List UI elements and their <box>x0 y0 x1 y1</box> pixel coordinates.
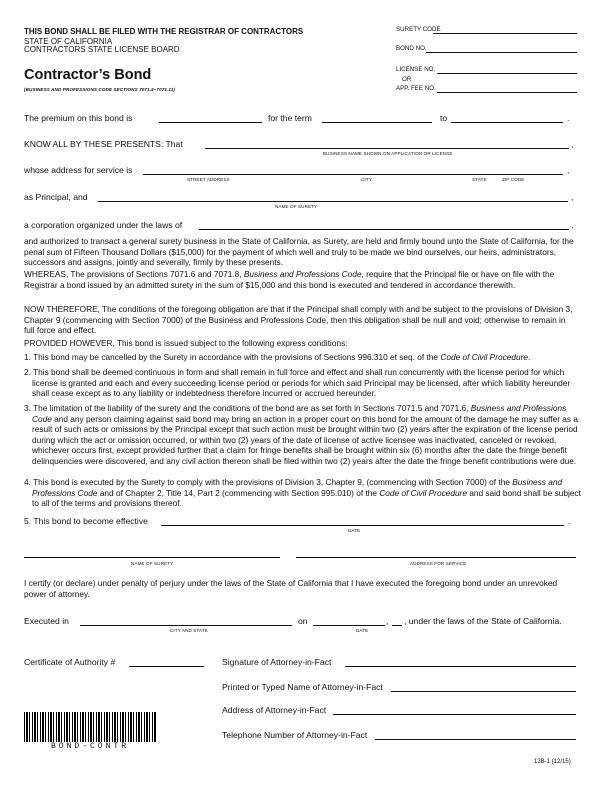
address-label: whose address for service is <box>24 165 133 175</box>
board-name: CONTRACTORS STATE LICENSE BOARD <box>24 45 180 54</box>
paragraph-whereas: WHEREAS, The provisions of Sections 7071.6 and 7071.8, Business and Professions Code, require that the Principal file or have on file with the Registrar a bond issued by an admitted surety in the sum of $15,000 and this bond is executed and tendered in accordance therewith. <box>24 269 555 290</box>
condition-5: 5. This bond to become effective <box>24 516 148 526</box>
premium-field[interactable] <box>159 122 262 123</box>
know-all-label: KNOW ALL BY THESE PRESENTS: That <box>24 139 183 149</box>
form-id: 13B-1 (12/15) <box>534 759 571 765</box>
to-label: to <box>440 113 448 123</box>
state-caption: STATE <box>472 177 487 182</box>
surety-name-field[interactable] <box>98 201 568 202</box>
paragraph-surety: and authorized to transact a general surety business in the State of California, as Surety, are held and firmly bound unto the State of California, for the penal sum of Fifteen Thousand Dollars ($15,000) for the payment of which well and truly to be made we bind ourselves, our heirs, administrators, successors and assigns, jointly and severally, firmly by these presents. <box>24 236 574 268</box>
certificate-field[interactable] <box>129 666 204 667</box>
executed-date-field[interactable] <box>313 625 385 626</box>
telephone-field[interactable] <box>375 739 576 740</box>
surety-service-address-field[interactable] <box>296 557 576 558</box>
surety-code-field[interactable] <box>433 33 577 34</box>
paragraph-now-therefore: NOW THEREFORE, The conditions of the foregoing obligation are that if the Principal shall comply with and be subject to the provisions of Division 3, Chapter 9 (commencing with Section 7000) of the Business and Professions Code, then this obligation shall be null and void; otherwise to remain in full force and effect. <box>24 304 573 336</box>
corporation-label: a corporation organized under the laws of <box>24 220 183 230</box>
address-for-service-caption: ADDRESS FOR SERVICE <box>410 561 467 566</box>
filing-notice: THIS BOND SHALL BE FILED WITH THE REGISTRAR OF CONTRACTORS <box>24 27 304 36</box>
corporation-state-field[interactable] <box>199 229 569 230</box>
attorney-address-field[interactable] <box>333 714 576 715</box>
condition-3: 3. The limitation of the liability of the surety and the conditions of the bond are as set forth in Sections 7071.5 and 7071.6, Business and Professions Code and any person claiming against said bond may bring an action in a proper court on this bond for the amount of the damage he may suffer as a result of such acts or omissions by the Principal except that such action must be brought within two (2) years after the expiration of the license period during which the act or omission occurred, or within two (2) years of the date of license of active licensee was inactivated, canceled or revoked, whichever occurs first, except provided further that a claim for fringe benefits shall be brought within six (6) months after the date the fringe benefit delinquencies were discovered, and any civil action thereon shall be filed within two (2) years after the date the fringe benefit contributions were due. <box>24 403 578 466</box>
term-end-field[interactable] <box>451 122 563 123</box>
license-no-label: LICENSE NO. <box>396 66 436 73</box>
barcode-image <box>24 712 156 742</box>
app-fee-label: APP. FEE NO. <box>396 85 436 92</box>
term-start-field[interactable] <box>322 122 432 123</box>
condition-4: 4. This bond is executed by the Surety to comply with the provisions of Division 3, Chapter 9, (commencing with Section 7000) of the Business and Professions Code and of Chapter 2, Title 14, Part 2 (commencing with Section 995.010) of the Code of Civil Procedure and said bond shall be subject to all of the terms and provisions thereof. <box>24 477 581 509</box>
premium-label: The premium on this bond is <box>24 113 133 123</box>
certificate-label: Certificate of Authority # <box>24 657 116 667</box>
on-label: on <box>298 616 308 626</box>
printed-name-label: Printed or Typed Name of Attorney-in-Fact <box>222 682 383 692</box>
effective-date-field[interactable] <box>161 525 564 526</box>
bond-no-field[interactable] <box>426 52 577 53</box>
or-label: OR <box>402 76 412 83</box>
surety-signature-name-field[interactable] <box>24 557 280 558</box>
laws-label: , under the laws of the State of California. <box>404 616 562 626</box>
service-address-field[interactable] <box>143 174 563 175</box>
business-name-field[interactable] <box>205 148 569 149</box>
code-reference: (BUSINESS AND PROFESSIONS CODE SECTIONS 7071.5–7071.11) <box>24 87 176 92</box>
state-name: STATE OF CALIFORNIA <box>24 37 113 46</box>
city-caption: CITY <box>361 177 372 182</box>
printed-name-field[interactable] <box>391 691 576 692</box>
executed-location-field[interactable] <box>80 625 292 626</box>
attorney-address-label: Address of Attorney-in-Fact <box>222 705 327 715</box>
executed-date-caption: DATE <box>356 628 369 633</box>
name-of-surety-caption: NAME OF SURETY <box>131 561 174 566</box>
barcode-text: BOND-CONTR <box>50 742 129 751</box>
telephone-label: Telephone Number of Attorney-in-Fact <box>222 730 368 740</box>
license-no-field[interactable] <box>437 73 577 74</box>
city-and-state-caption: CITY AND STATE <box>170 628 208 633</box>
signature-field[interactable] <box>345 666 576 667</box>
app-fee-field[interactable] <box>437 92 577 93</box>
signature-label: Signature of Attorney-in-Fact <box>222 657 332 667</box>
bond-no-label: BOND NO. <box>396 45 427 52</box>
page-title: Contractor’s Bond <box>24 67 152 83</box>
paragraph-provided: PROVIDED HOWEVER, This bond is issued subject to the following express conditions: <box>24 338 348 348</box>
condition-1: 1. This bond may be cancelled by the Surety in accordance with the provisions of Sections 996.310 et seq. of the Code of Civil Procedure. <box>24 352 531 362</box>
street-caption: STREET ADDRESS <box>187 177 230 182</box>
condition-2: 2. This bond shall be deemed continuous in form and shall remain in full force and effect and shall run concurrently with the license period for which license is granted and each and every succeeding license period or periods for which said Principal may be licensed, after which liability hereunder shall cease except as to any liability or indebtedness therefore incurred or accrued hereunder. <box>24 367 571 399</box>
date-caption: DATE <box>348 528 361 533</box>
executed-year-field[interactable] <box>392 625 402 626</box>
surety-name-caption: NAME OF SURETY <box>275 204 318 209</box>
term-label: for the term <box>268 113 312 123</box>
executed-label: Executed in <box>24 616 69 626</box>
principal-label: as Principal, and <box>24 192 88 202</box>
zip-caption: ZIP CODE <box>502 177 525 182</box>
surety-code-label: SURETY CODE <box>396 26 441 33</box>
certify-statement: I certify (or declare) under penalty of perjury under the laws of the State of California that I have executed the foregoing bond under an unrevoked power of attorney. <box>24 578 558 599</box>
business-name-caption: BUSINESS NAME SHOWN ON APPLICATION OR LICENSE <box>323 151 453 156</box>
